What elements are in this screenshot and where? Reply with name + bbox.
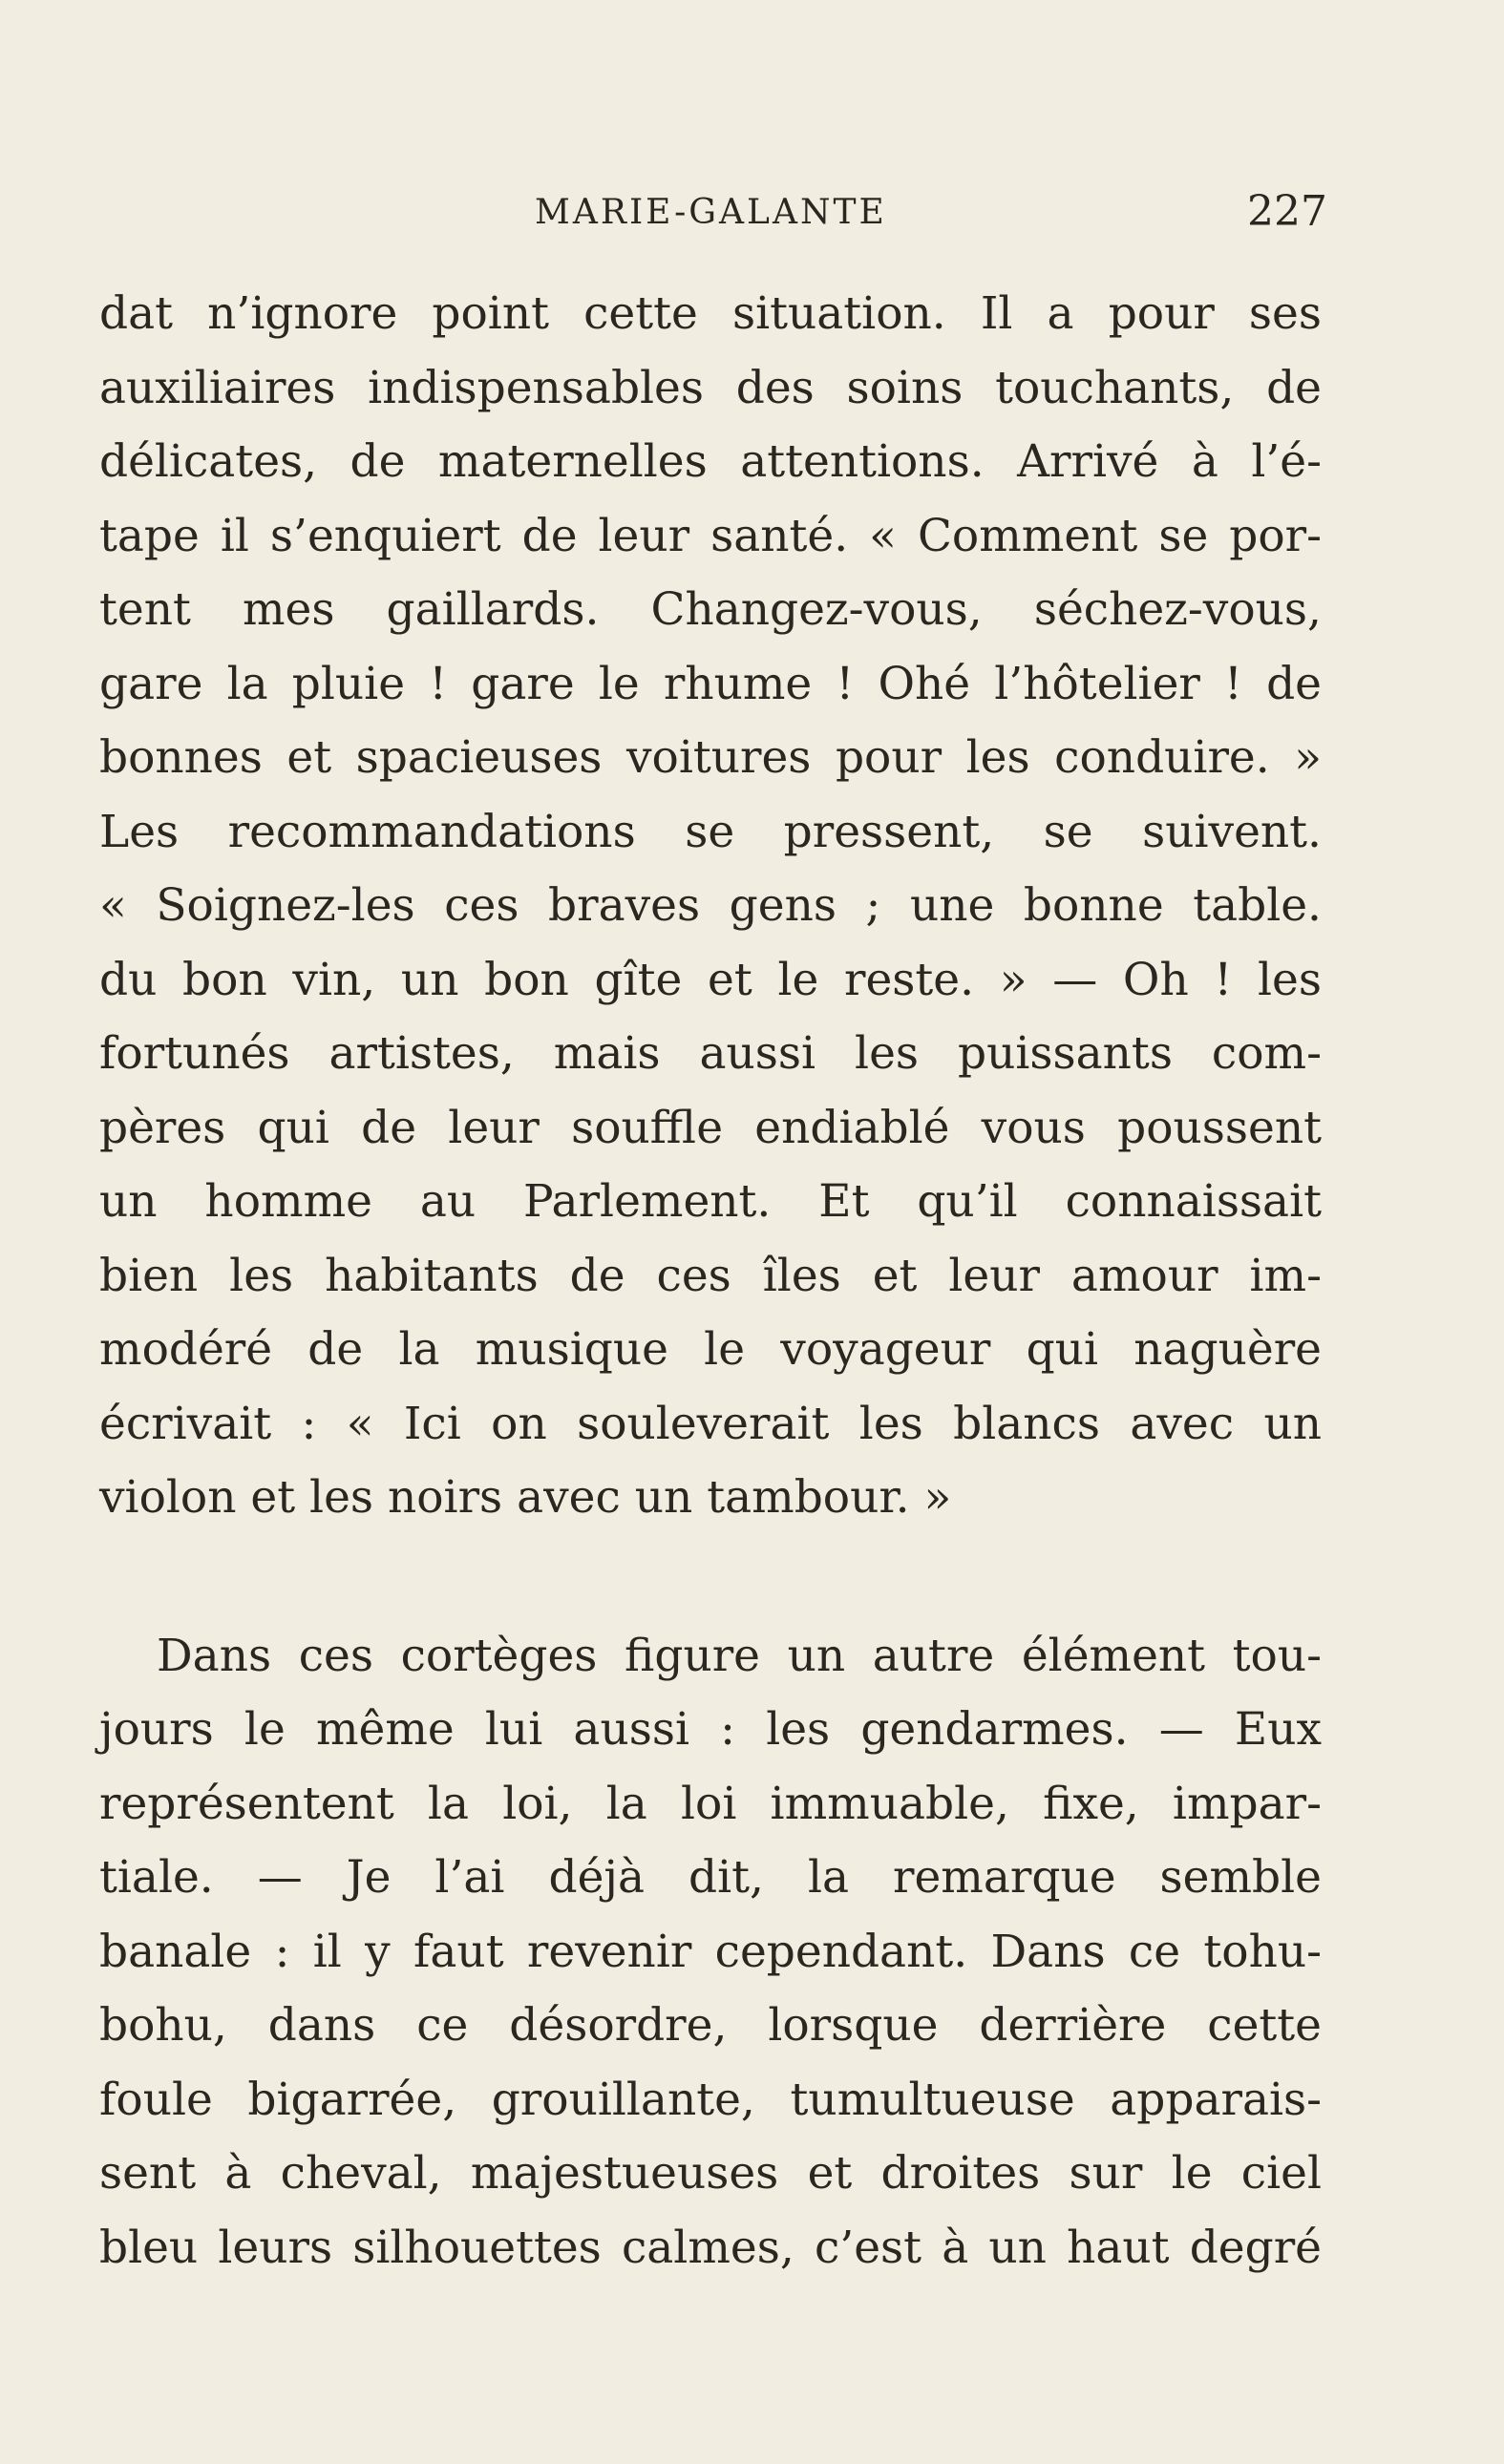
body-text <box>99 277 1322 2285</box>
text-line: foule bigarrée, grouillante, tumultueuse apparais- <box>99 2073 1322 2126</box>
text-line: auxiliaires indispensables des soins touchants, de <box>99 361 1322 414</box>
text-line: modéré de la musique le voyageur qui naguère <box>99 1323 1322 1376</box>
text-line: tent mes gaillards. Changez-vous, séchez-vous, <box>99 583 1322 636</box>
text-line: Dans ces cortèges figure un autre élément tou- <box>157 1629 1322 1682</box>
text-line: Les recommandations se pressent, se suivent. <box>99 805 1322 858</box>
text-line: fortunés artistes, mais aussi les puissants com- <box>99 1027 1322 1080</box>
text-line: bonnes et spacieuses voitures pour les conduire. » <box>99 731 1322 784</box>
paragraph-gap <box>99 1535 1322 1619</box>
text-line: tape il s’enquiert de leur santé. « Comment se por- <box>99 509 1322 562</box>
text-line: sent à cheval, majestueuses et droites sur le ciel <box>99 2147 1322 2200</box>
page-number: 227 <box>1247 187 1327 236</box>
text-line: du bon vin, un bon gîte et le reste. » — Oh ! les <box>99 953 1322 1006</box>
running-title: MARIE-GALANTE <box>535 193 887 232</box>
text-line: délicates, de maternelles attentions. Arrivé à l’é- <box>99 435 1322 488</box>
paragraph-1 <box>99 277 1322 1535</box>
text-line: bohu, dans ce désordre, lorsque derrière cette <box>99 1999 1322 2052</box>
text-line: jours le même lui aussi : les gendarmes. — Eux <box>99 1703 1322 1756</box>
text-line: tiale. — Je l’ai déjà dit, la remarque semble <box>99 1851 1322 1904</box>
text-line: violon et les noirs avec un tambour. » <box>99 1471 952 1524</box>
text-line: « Soignez-les ces braves gens ; une bonne table. <box>99 879 1322 932</box>
paragraph-2 <box>99 1619 1322 2285</box>
text-line: banale : il y faut revenir cependant. Dans ce tohu- <box>99 1925 1322 1978</box>
text-line: représentent la loi, la loi immuable, fixe, impar- <box>99 1777 1322 1830</box>
text-line: pères qui de leur souffle endiablé vous poussent <box>99 1101 1322 1154</box>
text-line: dat n’ignore point cette situation. Il a pour ses <box>99 287 1322 340</box>
text-line: bleu leurs silhouettes calmes, c’est à un haut degré <box>99 2221 1322 2274</box>
text-line: gare la pluie ! gare le rhume ! Ohé l’hôtelier ! de <box>99 657 1322 710</box>
text-line: bien les habitants de ces îles et leur amour im- <box>99 1249 1322 1302</box>
text-line: écrivait : « Ici on souleverait les blancs avec un <box>99 1397 1322 1450</box>
running-head <box>95 187 1327 235</box>
text-line: un homme au Parlement. Et qu’il connaissait <box>99 1175 1322 1228</box>
